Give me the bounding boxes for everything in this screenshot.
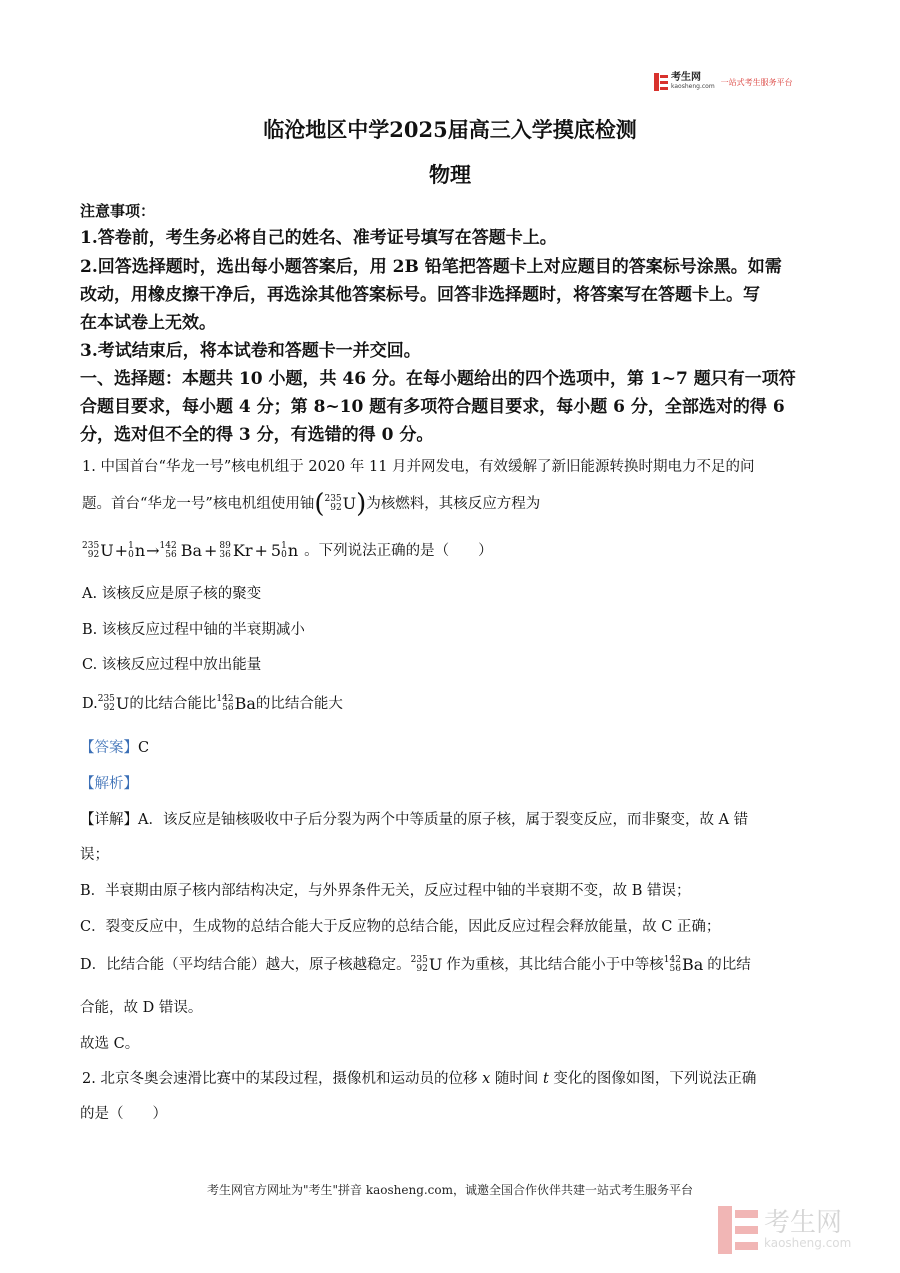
n-z: 0	[128, 550, 134, 560]
n-symbol-2: n	[287, 541, 299, 560]
n2-z: 0	[281, 550, 287, 560]
detail-a-line-2: 误；	[80, 847, 109, 863]
q1-option-a: A. 该核反应是原子核的聚变	[82, 586, 262, 602]
watermark-domain: kaosheng.com	[764, 1236, 852, 1250]
note-1: 1.答卷前，考生务必将自己的姓名、准考证号填写在答题卡上。	[80, 228, 557, 248]
reaction-arrow: →	[146, 541, 160, 560]
plus-sign: +	[114, 541, 129, 560]
kaosheng-logo-icon	[654, 73, 668, 91]
q1-option-b: B. 该核反应过程中铀的半衰期减小	[82, 622, 305, 638]
kr-symbol: Kr	[232, 541, 253, 560]
q1-line-2-pre: 题。首台“华龙一号”核电机组使用铀	[82, 496, 315, 512]
q2-line-2: 的是（ ）	[80, 1106, 167, 1122]
subject-title: 物理	[429, 162, 471, 187]
u-symbol: U	[100, 541, 114, 560]
detail-c: C．裂变反应中，生成物的总结合能大于反应物的总结合能，因此反应过程会释放能量，故 C 正确；	[80, 919, 721, 935]
detail-d-line-2: 合能，故 D 错误。	[80, 1000, 203, 1016]
dd-u-nuclide	[411, 956, 428, 974]
mass-number: 235	[324, 494, 342, 504]
d-ba-z: 56	[222, 703, 234, 713]
element-symbol: U	[342, 494, 357, 513]
dd-ba-symbol: Ba	[681, 955, 704, 974]
note-2b: 改动，用橡皮擦干净后，再选涂其他答案标号。回答非选择题时，将答案写在答题卡上。写	[80, 285, 760, 305]
section-1-line-3: 分，选对但不全的得 3 分，有选错的得 0 分。	[80, 425, 434, 445]
page-title: 临沧地区中学2025届高三入学摸底检测	[263, 117, 637, 142]
q1-line-1: 1. 中国首台“华龙一号”核电机组于 2020 年 11 月并网发电，有效缓解了新旧能源转换时期电力不足的问	[82, 459, 755, 475]
section-1-line-2: 合题目要求，每小题 4 分；第 8~10 题有多项符合题目要求，每小题 6 分，全部选对的得 6	[80, 397, 785, 417]
dd-ba-nuclide	[664, 956, 681, 974]
uranium-paren-formula	[314, 489, 367, 519]
atomic-number: 92	[330, 503, 342, 513]
detail-a-text: A．该反应是铀核吸收中子后分裂为两个中等质量的原子核，属于裂变反应，而非聚变，故 A 错	[138, 812, 749, 828]
header-logo[interactable]	[654, 73, 793, 91]
q1-line-2	[82, 489, 541, 519]
section-1-line-1: 一、选择题：本题共 10 小题，共 46 分。在每小题给出的四个选项中，第 1~7 题只有一项符	[80, 369, 796, 389]
n-mass: 1	[128, 541, 134, 551]
watermark-logo	[718, 1206, 851, 1254]
d-u-z: 92	[103, 703, 115, 713]
q1-answer	[80, 738, 149, 758]
d-u-mass: 235	[97, 694, 115, 704]
u-z: 92	[87, 550, 100, 560]
watermark-kaosheng-icon	[718, 1206, 758, 1254]
conclusion: 故选 C。	[80, 1036, 140, 1052]
kr-z: 36	[219, 550, 231, 560]
q1-option-c: C. 该核反应过程中放出能量	[82, 657, 262, 673]
note-2c: 在本试卷上无效。	[80, 313, 216, 333]
logo-domain: kaosheng.com	[671, 83, 715, 90]
ba-symbol: Ba	[180, 541, 203, 560]
var-t: t	[542, 1071, 549, 1087]
detail-a-line-1	[80, 810, 748, 830]
ba-z: 56	[165, 550, 177, 560]
answer-tag: 【答案】	[80, 740, 138, 756]
dd-ba-mass: 142	[663, 955, 681, 965]
right-paren: )	[356, 489, 367, 519]
left-paren: (	[314, 489, 325, 519]
watermark-text-block	[764, 1210, 851, 1250]
kr-nuclide	[219, 542, 230, 560]
detail-d-mid: 作为重核，其比结合能小于中等核	[446, 957, 664, 973]
answer-value: C	[138, 740, 150, 756]
q1-line-3-post: 。下列说法正确的是（ ）	[304, 543, 493, 559]
d-ba-symbol: Ba	[234, 694, 256, 713]
var-x: x	[482, 1071, 491, 1087]
option-d-post: 的比结合能大	[255, 696, 343, 712]
note-3: 3.考试结束后，将本试卷和答题卡一并交回。	[80, 341, 421, 361]
q2-line-1	[82, 1069, 756, 1089]
q1-line-2-post: 为核燃料，其核反应方程为	[366, 496, 541, 512]
analysis-tag: 【解析】	[80, 776, 138, 792]
detail-d-pre: D．比结合能（平均结合能）越大，原子核越稳定。	[80, 957, 411, 973]
ba-nuclide	[160, 542, 177, 560]
logo-slogan: 一站式考生服务平台	[720, 77, 793, 87]
q2-mid: 随时间	[490, 1071, 543, 1087]
page-footer: 考生网官方网址为"考生"拼音 kaosheng.com，诚邀全国合作伙伴共建一站式考生服务平台	[206, 1183, 694, 1197]
watermark-name: 考生网	[764, 1208, 843, 1238]
logo-name: 考生网	[671, 72, 701, 83]
dd-u-z: 92	[416, 964, 428, 974]
kr-mass: 89	[219, 541, 231, 551]
q2-pre: 2. 北京冬奥会速滑比赛中的某段过程，摄像机和运动员的位移	[82, 1071, 483, 1087]
q2-post: 变化的图像如图，下列说法正确	[548, 1071, 757, 1087]
dd-ba-z: 56	[669, 964, 681, 974]
d-u-nuclide	[98, 695, 115, 713]
detail-d-post: 的比结	[707, 957, 751, 973]
d-u-symbol: U	[115, 694, 130, 713]
detail-b: B．半衰期由原子核内部结构决定，与外界条件无关，反应过程中铀的半衰期不变，故 B 错误；	[80, 883, 691, 899]
neutron-coefficient: 5	[270, 541, 282, 560]
n-nuclide-2	[281, 542, 287, 560]
plus-sign-2: +	[204, 541, 218, 560]
uranium-nuclide	[324, 495, 341, 513]
detail-d-line-1	[80, 955, 751, 975]
q1-option-d	[82, 694, 343, 714]
dd-u-symbol: U	[428, 955, 443, 974]
note-2a: 2.回答选择题时，选出每小题答案后，用 2B 铅笔把答题卡上对应题目的答案标号涂黑。如需	[80, 257, 782, 277]
n2-mass: 1	[281, 541, 287, 551]
logo-text-block	[671, 73, 715, 91]
ba-mass: 142	[159, 541, 177, 551]
n-symbol: n	[134, 541, 146, 560]
u-nuclide	[82, 542, 99, 560]
d-ba-nuclide	[216, 695, 233, 713]
d-ba-mass: 142	[216, 694, 234, 704]
option-d-prefix: D.	[82, 696, 98, 712]
u-mass: 235	[82, 541, 100, 551]
notes-heading: 注意事项：	[80, 202, 156, 220]
plus-sign-3: +	[254, 541, 268, 560]
option-d-mid: 的比结合能比	[129, 696, 217, 712]
reaction-equation	[82, 541, 493, 561]
n-nuclide	[128, 542, 134, 560]
dd-u-mass: 235	[410, 955, 428, 965]
detail-tag: 【详解】	[80, 812, 138, 828]
